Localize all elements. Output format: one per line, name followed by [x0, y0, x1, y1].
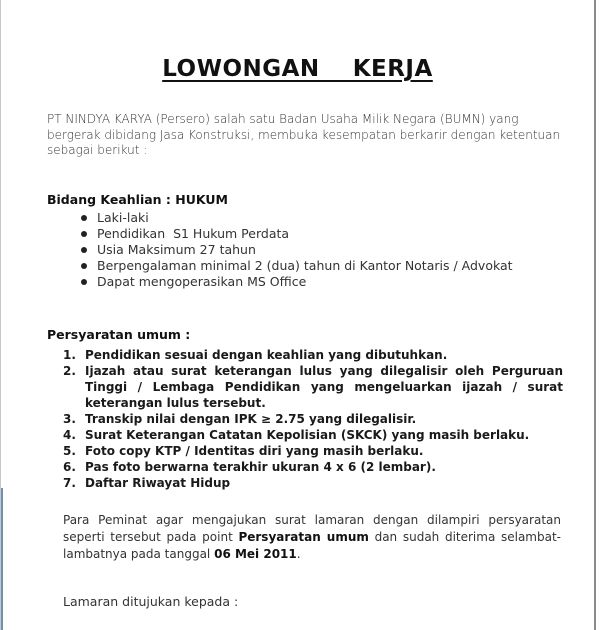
closing-paragraph	[63, 512, 561, 563]
closing-text-3: .	[296, 547, 301, 561]
bullet-icon	[81, 263, 87, 269]
bullet-icon	[81, 231, 87, 237]
lamaran-line: Lamaran ditujukan kepada :	[63, 594, 239, 609]
bidang-list	[81, 210, 513, 290]
list-number: 1.	[63, 348, 76, 362]
persyaratan-list	[63, 347, 563, 491]
list-item	[63, 427, 563, 443]
list-item	[81, 258, 513, 274]
list-number: 4.	[63, 428, 76, 442]
list-item	[63, 363, 563, 411]
list-item-text: Daftar Riwayat Hidup	[85, 476, 231, 490]
list-item-text: Pendidikan sesuai dengan keahlian yang dibutuhkan.	[85, 348, 448, 362]
page-title	[1, 56, 594, 82]
list-item-text: Pas foto berwarna terakhir ukuran 4 x 6 (2 lembar).	[85, 460, 436, 474]
bullet-icon	[81, 247, 87, 253]
closing-text-2: dan sudah diterima selambat-lambatnya pada tanggal	[63, 530, 561, 561]
list-item	[81, 226, 513, 242]
list-item	[63, 459, 563, 475]
list-item	[81, 274, 513, 290]
list-item-text: Surat Keterangan Catatan Kepolisian (SKCK) yang masih berlaku.	[85, 428, 530, 442]
list-item	[81, 210, 513, 226]
closing-bold-date: 06 Mei 2011	[214, 547, 297, 561]
intro-paragraph: PT NINDYA KARYA (Persero) salah satu Badan Usaha Milik Negara (BUMN) yang bergerak dibidang Jasa Konstruksi, membuka kesempatan berkarir dengan ketentuan sebagai berikut :	[47, 112, 561, 157]
list-number: 3.	[63, 412, 76, 426]
list-item-text: Ijazah atau surat keterangan lulus yang dilegalisir oleh Perguruan Tinggi / Lembaga Pendidikan yang mengeluarkan ijazah / surat keterangan lulus tersebut.	[85, 364, 563, 410]
bidang-heading: Bidang Keahlian : HUKUM	[47, 192, 228, 207]
list-item-text: Foto copy KTP / Identitas diri yang masih berlaku.	[85, 444, 424, 458]
list-item-text: Transkip nilai dengan IPK ≥ 2.75 yang dilegalisir.	[85, 412, 417, 426]
list-number: 6.	[63, 460, 76, 474]
list-item	[63, 443, 563, 459]
bullet-icon	[81, 215, 87, 221]
list-item	[63, 475, 563, 491]
list-item	[63, 347, 563, 363]
list-item-text: Dapat mengoperasikan MS Office	[97, 274, 307, 289]
page-title-text: LOWONGAN KERJA	[162, 56, 433, 82]
list-item	[81, 242, 513, 258]
list-number: 7.	[63, 476, 76, 490]
list-item-text: Usia Maksimum 27 tahun	[97, 242, 256, 257]
list-item	[63, 411, 563, 427]
list-item-text: Berpengalaman minimal 2 (dua) tahun di Kantor Notaris / Advokat	[97, 258, 513, 273]
bullet-icon	[81, 279, 87, 285]
closing-bold-persyaratan: Persyaratan umum	[238, 530, 369, 544]
list-item-text: Pendidikan S1 Hukum Perdata	[97, 226, 290, 241]
list-item-text: Laki-laki	[97, 210, 149, 225]
window-edge-strip	[1, 488, 3, 630]
list-number: 5.	[63, 444, 76, 458]
persyaratan-heading: Persyaratan umum :	[47, 327, 191, 342]
closing-text-1: Para Peminat agar mengajukan surat lamaran dengan dilampiri persyaratan seperti tersebut pada point	[63, 513, 561, 544]
list-number: 2.	[63, 364, 76, 378]
